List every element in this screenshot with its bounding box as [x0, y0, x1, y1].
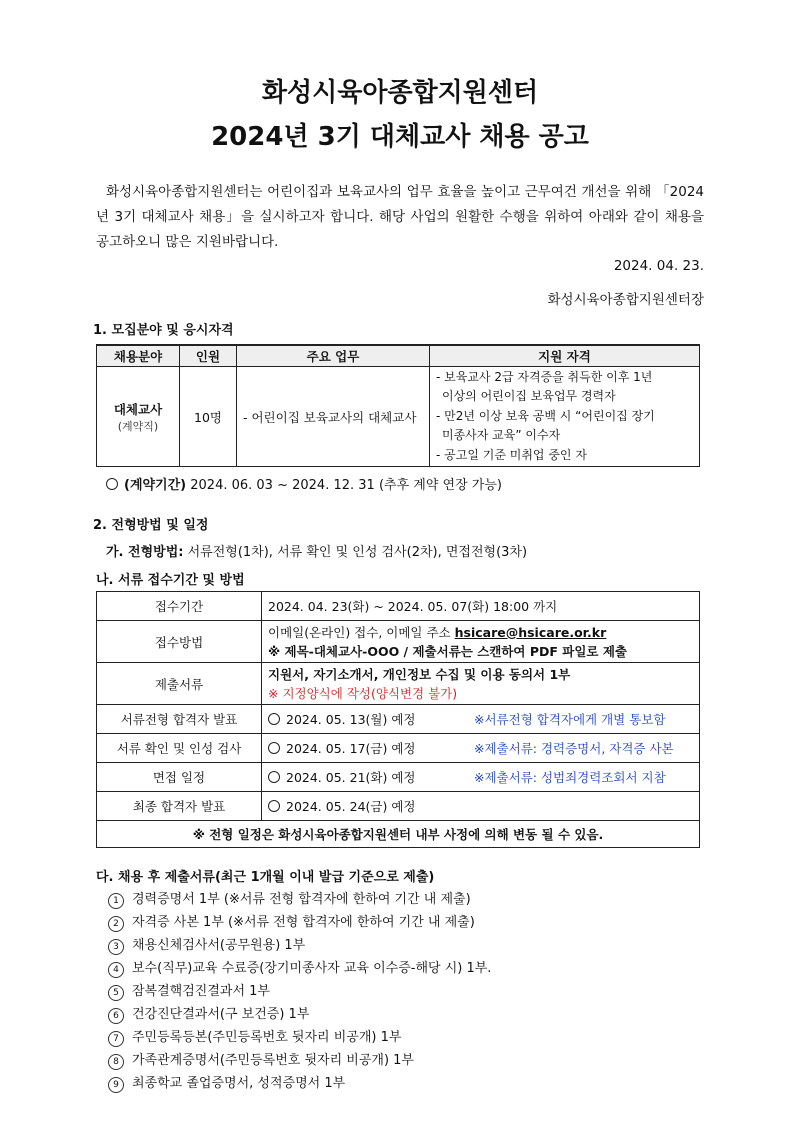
method-label: 접수방법 [97, 621, 262, 663]
schedule-value: 2024. 05. 17(금) 예정 ※제출서류: 경력증명서, 자격증 사본 [262, 734, 700, 763]
schedule-notice: ※ 전형 일정은 화성시육아종합지원센터 내부 사정에 의해 변동 될 수 있음. [97, 821, 700, 848]
header-count: 인원 [180, 345, 237, 367]
docs-note: ※ 지정양식에 작성(양식변경 불가) [268, 685, 458, 701]
section-3-heading: 다. 채용 후 제출서류(최근 1개월 이내 발급 기준으로 제출) [96, 870, 435, 885]
schedule-value: 2024. 05. 13(월) 예정 ※서류전형 합격자에게 개별 통보함 [262, 705, 700, 734]
header-qualification: 지원 자격 [430, 345, 700, 367]
table-row [97, 821, 700, 848]
table-row [97, 592, 700, 621]
field-name: 대체교사 [113, 401, 163, 417]
selection-method: 가. 전형방법: 서류전형(1차), 서류 확인 및 인성 검사(2차), 면접전형(3차) [106, 545, 528, 560]
table-row [97, 792, 700, 821]
table-row [97, 621, 700, 663]
qualification-table [96, 344, 700, 467]
field-cell [97, 367, 180, 467]
schedule-table [96, 591, 700, 848]
issuer: 화성시육아종합지원센터장 [547, 292, 704, 308]
count-cell: 10명 [180, 367, 237, 467]
schedule-label: 최종 합격자 발표 [97, 792, 262, 821]
circle-bullet-icon [268, 713, 280, 725]
table-header-row [97, 345, 700, 367]
intro-paragraph: 화성시육아종합지원센터는 어린이집과 보육교사의 업무 효율을 높이고 근무여건 개선을 위해 「2024년 3기 대체교사 채용」을 실시하고자 합니다. 해당 사업의 원활한 수행을 위하여 아래와 같이 채용을 공고하오니 많은 지원바랍니다. [96, 184, 704, 250]
qualification-line: - 만2년 이상 보육 공백 시 “어린이집 장기 [436, 408, 655, 423]
schedule-label: 서류 확인 및 인성 검사 [97, 734, 262, 763]
list-item: 4 보수(직무)교육 수료증(장기미종사자 교육 이수증-해당 시) 1부. [108, 957, 491, 978]
circle-bullet-icon [106, 478, 118, 490]
title-line-1: 화성시육아종합지원센터 [261, 78, 539, 108]
field-note: (계약직) [117, 419, 159, 433]
table-row [97, 705, 700, 734]
docs-label: 제출서류 [97, 663, 262, 705]
period-label: 접수기간 [97, 592, 262, 621]
header-field: 채용분야 [97, 345, 180, 367]
qualification-line: 이상의 어린이집 보육업무 경력자 [442, 389, 616, 404]
section-2-heading: 2. 전형방법 및 일정 [93, 518, 209, 533]
docs-value: 지원서, 자기소개서, 개인정보 수집 및 이용 동의서 1부 ※ 지정양식에 작성(양식변경 불가) [262, 663, 700, 705]
list-item: 8 가족관계증명서(주민등록번호 뒷자리 비공개) 1부 [108, 1049, 414, 1070]
qualification-line: - 보육교사 2급 자격증을 취득한 이후 1년 [436, 369, 653, 384]
circle-bullet-icon [268, 800, 280, 812]
list-item: 5 잠복결핵검진결과서 1부 [108, 980, 270, 1001]
announcement-date: 2024. 04. 23. [613, 258, 704, 274]
qualification-cell [430, 367, 700, 467]
email-link[interactable]: hsicare@hsicare.or.kr [454, 624, 607, 640]
list-item: 6 건강진단결과서(구 보건증) 1부 [108, 1003, 309, 1024]
list-item: 2 자격증 사본 1부 (※서류 전형 합격자에 한하여 기간 내 제출) [108, 911, 475, 932]
schedule-label: 면접 일정 [97, 763, 262, 792]
circle-bullet-icon [268, 742, 280, 754]
table-row [97, 734, 700, 763]
list-item: 7 주민등록등본(주민등록번호 뒷자리 비공개) 1부 [108, 1026, 401, 1047]
table-row [97, 763, 700, 792]
list-item: 9 최종학교 졸업증명서, 성적증명서 1부 [108, 1072, 345, 1093]
section-1-heading: 1. 모집분야 및 응시자격 [93, 323, 234, 338]
contract-period: (계약기간) 2024. 06. 03 ~ 2024. 12. 31 (추후 계약 연장 가능) [106, 474, 502, 493]
schedule-value: 2024. 05. 24(금) 예정 [262, 792, 700, 821]
qualification-line: 미종사자 교육” 이수자 [442, 428, 561, 443]
method-note: ※ 제목-대체교사-OOO / 제출서류는 스캔하여 PDF 파일로 제출 [268, 643, 628, 659]
title-line-2: 2024년 3기 대체교사 채용 공고 [211, 122, 589, 152]
duty-cell: - 어린이집 보육교사의 대체교사 [237, 367, 430, 467]
list-item: 1 경력증명서 1부 (※서류 전형 합격자에 한하여 기간 내 제출) [108, 888, 471, 909]
table-row [97, 663, 700, 705]
header-duty: 주요 업무 [237, 345, 430, 367]
list-item: 3 채용신체검사서(공무원용) 1부 [108, 934, 305, 955]
qualification-line: - 공고일 기준 미취업 중인 자 [436, 447, 587, 462]
method-value: 이메일(온라인) 접수, 이메일 주소 hsicare@hsicare.or.kr ※ 제목-대체교사-OOO / 제출서류는 스캔하여 PDF 파일로 제출 [262, 621, 700, 663]
table-row [97, 367, 700, 467]
circle-bullet-icon [268, 771, 280, 783]
period-value: 2024. 04. 23(화) ~ 2024. 05. 07(화) 18:00 까지 [262, 592, 700, 621]
schedule-value: 2024. 05. 21(화) 예정 ※제출서류: 성범죄경력조회서 지참 [262, 763, 700, 792]
section-2-sub-heading: 나. 서류 접수기간 및 방법 [96, 573, 245, 588]
schedule-label: 서류전형 합격자 발표 [97, 705, 262, 734]
